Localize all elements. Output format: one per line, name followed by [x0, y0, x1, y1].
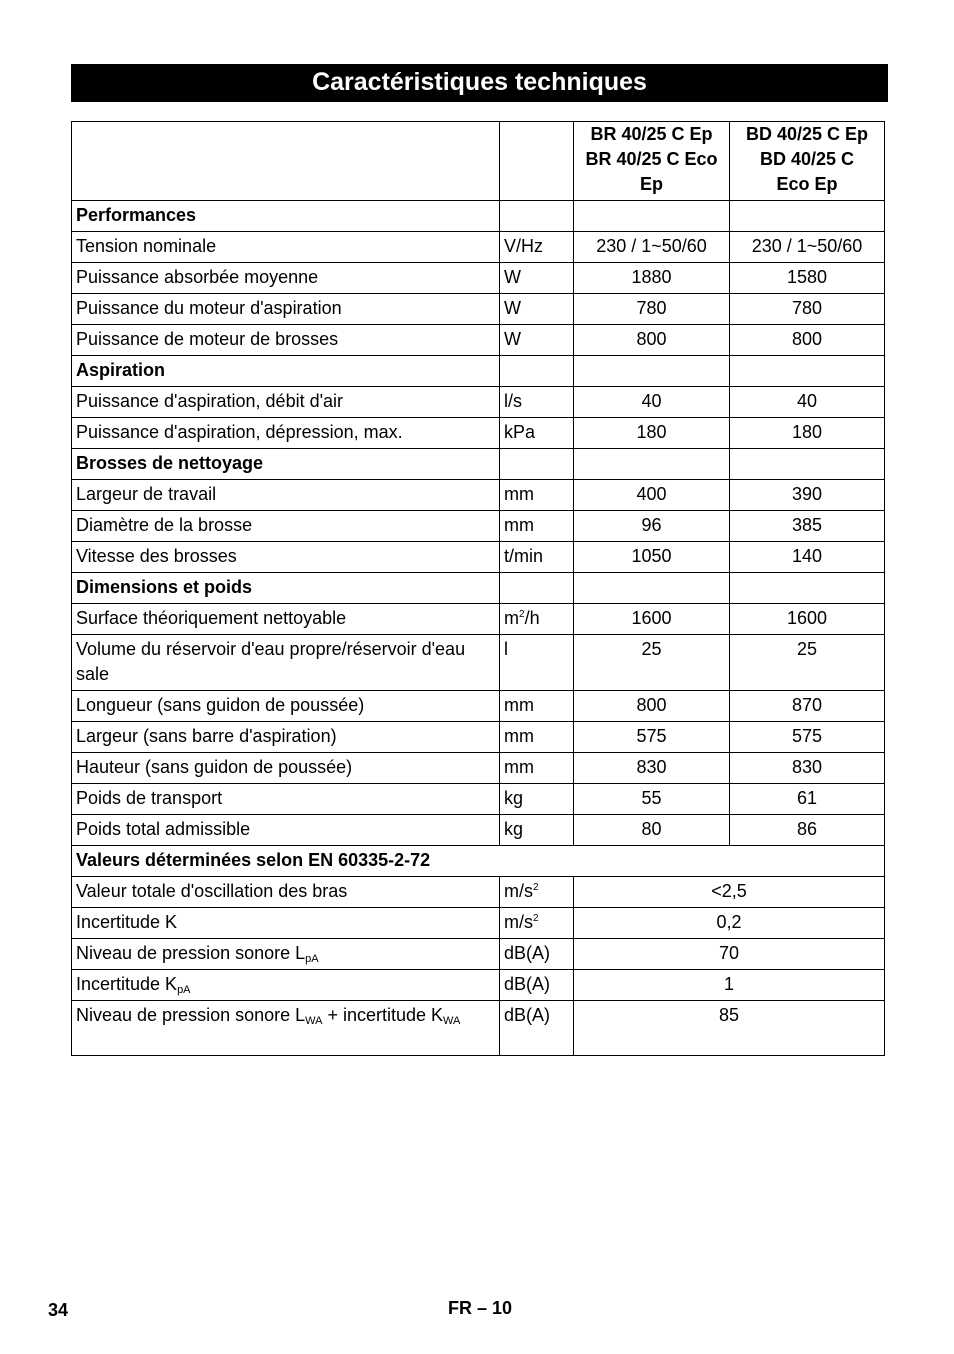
row-value-br: 830	[574, 753, 730, 784]
table-row	[72, 1001, 885, 1056]
row-value-br: 400	[574, 480, 730, 511]
row-label: Largeur de travail	[72, 480, 500, 511]
model-bd-header	[730, 122, 885, 201]
model-br-header	[574, 122, 730, 201]
row-label: Poids de transport	[72, 784, 500, 815]
row-unit: mm	[500, 753, 574, 784]
row-label: Puissance du moteur d'aspiration	[72, 294, 500, 325]
row-label: Hauteur (sans guidon de poussée)	[72, 753, 500, 784]
row-unit: mm	[500, 480, 574, 511]
row-value-br: 55	[574, 784, 730, 815]
table-row	[72, 232, 885, 263]
table-row	[72, 511, 885, 542]
row-value-br: 1050	[574, 542, 730, 573]
table-header-row	[72, 122, 885, 201]
table-row	[72, 908, 885, 939]
unit-exponent: 2	[519, 609, 525, 620]
row-label: Puissance absorbée moyenne	[72, 263, 500, 294]
label-text: Niveau de pression sonore L	[76, 1005, 306, 1025]
table-row	[72, 480, 885, 511]
row-label: Puissance de moteur de brosses	[72, 325, 500, 356]
label-subscript-2: WA	[443, 1015, 461, 1027]
row-value-br: 230 / 1~50/60	[574, 232, 730, 263]
table-row	[72, 604, 885, 635]
footer-lang-code: FR – 10	[448, 1298, 513, 1318]
row-value-br: 800	[574, 691, 730, 722]
page-title: Caractéristiques techniques	[71, 64, 888, 102]
table-row	[72, 877, 885, 908]
table-row	[72, 542, 885, 573]
label-text: Incertitude K	[76, 974, 178, 994]
row-value-bd: 86	[730, 815, 885, 846]
table-row	[72, 784, 885, 815]
spec-table	[71, 121, 885, 1056]
model-bd-line3: Eco Ep	[776, 174, 838, 194]
table-row	[72, 418, 885, 449]
table-row	[72, 691, 885, 722]
row-value-bd: 575	[730, 722, 885, 753]
section-row	[72, 201, 885, 232]
label-text-mid: + incertitude K	[322, 1005, 444, 1025]
row-value-bd: 230 / 1~50/60	[730, 232, 885, 263]
row-value-br: 1880	[574, 263, 730, 294]
section-heading: Brosses de nettoyage	[72, 449, 500, 480]
header-label-cell	[72, 122, 500, 201]
model-br-line3: Ep	[639, 174, 663, 194]
row-unit: kg	[500, 784, 574, 815]
row-value: <2,5	[574, 877, 885, 908]
row-label: Puissance d'aspiration, dépression, max.	[72, 418, 500, 449]
row-label	[72, 970, 500, 1001]
model-bd-line1: BD 40/25 C Ep	[745, 124, 869, 144]
row-label	[72, 1001, 500, 1056]
section-row	[72, 573, 885, 604]
row-value-br: 800	[574, 325, 730, 356]
row-label	[72, 939, 500, 970]
label-subscript: pA	[305, 953, 319, 965]
row-value-bd: 830	[730, 753, 885, 784]
row-unit: mm	[500, 722, 574, 753]
row-unit: W	[500, 325, 574, 356]
model-br-line1: BR 40/25 C Ep	[590, 124, 713, 144]
row-value-br: 96	[574, 511, 730, 542]
table-row	[72, 753, 885, 784]
row-value: 85	[574, 1001, 885, 1056]
row-unit	[500, 877, 574, 908]
table-row	[72, 815, 885, 846]
row-value-br: 1600	[574, 604, 730, 635]
page-number: 34	[48, 1300, 69, 1320]
row-label: Surface théoriquement nettoyable	[72, 604, 500, 635]
row-unit: W	[500, 263, 574, 294]
row-unit: t/min	[500, 542, 574, 573]
row-value-bd: 385	[730, 511, 885, 542]
table-row	[72, 635, 885, 691]
table-row	[72, 263, 885, 294]
row-value: 0,2	[574, 908, 885, 939]
row-unit: dB(A)	[500, 970, 574, 1001]
section-heading: Dimensions et poids	[72, 573, 500, 604]
row-unit: dB(A)	[500, 939, 574, 970]
row-value-bd: 390	[730, 480, 885, 511]
label-subscript: pA	[177, 984, 191, 996]
row-value-br: 180	[574, 418, 730, 449]
row-unit: W	[500, 294, 574, 325]
row-label: Vitesse des brosses	[72, 542, 500, 573]
row-value-bd: 25	[730, 635, 885, 691]
row-label: Valeur totale d'oscillation des bras	[72, 877, 500, 908]
row-unit: kg	[500, 815, 574, 846]
row-value-bd: 180	[730, 418, 885, 449]
row-label: Diamètre de la brosse	[72, 511, 500, 542]
unit-base: m/s	[504, 912, 533, 932]
row-unit: kPa	[500, 418, 574, 449]
header-unit-cell	[500, 122, 574, 201]
table-row	[72, 722, 885, 753]
unit-exponent: 2	[533, 882, 539, 893]
section-heading: Valeurs déterminées selon EN 60335-2-72	[72, 846, 885, 877]
row-value-br: 575	[574, 722, 730, 753]
row-value-bd: 780	[730, 294, 885, 325]
model-br-line2: BR 40/25 C Eco	[585, 149, 718, 169]
row-value-br: 25	[574, 635, 730, 691]
row-value-bd: 1580	[730, 263, 885, 294]
row-label: Longueur (sans guidon de poussée)	[72, 691, 500, 722]
table-row	[72, 970, 885, 1001]
section-row	[72, 356, 885, 387]
row-value-bd: 800	[730, 325, 885, 356]
row-value-bd: 140	[730, 542, 885, 573]
section-row	[72, 449, 885, 480]
row-label: Puissance d'aspiration, débit d'air	[72, 387, 500, 418]
label-subscript: WA	[305, 1015, 323, 1027]
row-value-br: 40	[574, 387, 730, 418]
row-value: 1	[574, 970, 885, 1001]
row-value: 70	[574, 939, 885, 970]
table-row	[72, 294, 885, 325]
row-label: Incertitude K	[72, 908, 500, 939]
row-value-br: 80	[574, 815, 730, 846]
table-row	[72, 325, 885, 356]
row-label: Largeur (sans barre d'aspiration)	[72, 722, 500, 753]
unit-base: m/s	[504, 881, 533, 901]
unit-tail: /h	[524, 608, 540, 628]
unit-exponent: 2	[533, 913, 539, 924]
row-unit: V/Hz	[500, 232, 574, 263]
row-unit	[500, 604, 574, 635]
section-row	[72, 846, 885, 877]
section-heading: Performances	[72, 201, 500, 232]
row-label: Volume du réservoir d'eau propre/réservoir d'eau sale	[72, 635, 500, 691]
table-row	[72, 387, 885, 418]
row-unit: mm	[500, 691, 574, 722]
row-value-bd: 40	[730, 387, 885, 418]
row-label: Poids total admissible	[72, 815, 500, 846]
row-value-bd: 870	[730, 691, 885, 722]
model-bd-line2: BD 40/25 C	[759, 149, 855, 169]
row-unit: l/s	[500, 387, 574, 418]
unit-base: m	[504, 608, 519, 628]
row-value-br: 780	[574, 294, 730, 325]
table-row	[72, 939, 885, 970]
row-unit	[500, 908, 574, 939]
row-label: Tension nominale	[72, 232, 500, 263]
row-value-bd: 61	[730, 784, 885, 815]
row-unit: mm	[500, 511, 574, 542]
row-value-bd: 1600	[730, 604, 885, 635]
section-heading: Aspiration	[72, 356, 500, 387]
label-text: Niveau de pression sonore L	[76, 943, 306, 963]
row-unit: dB(A)	[500, 1001, 574, 1056]
row-unit: l	[500, 635, 574, 691]
